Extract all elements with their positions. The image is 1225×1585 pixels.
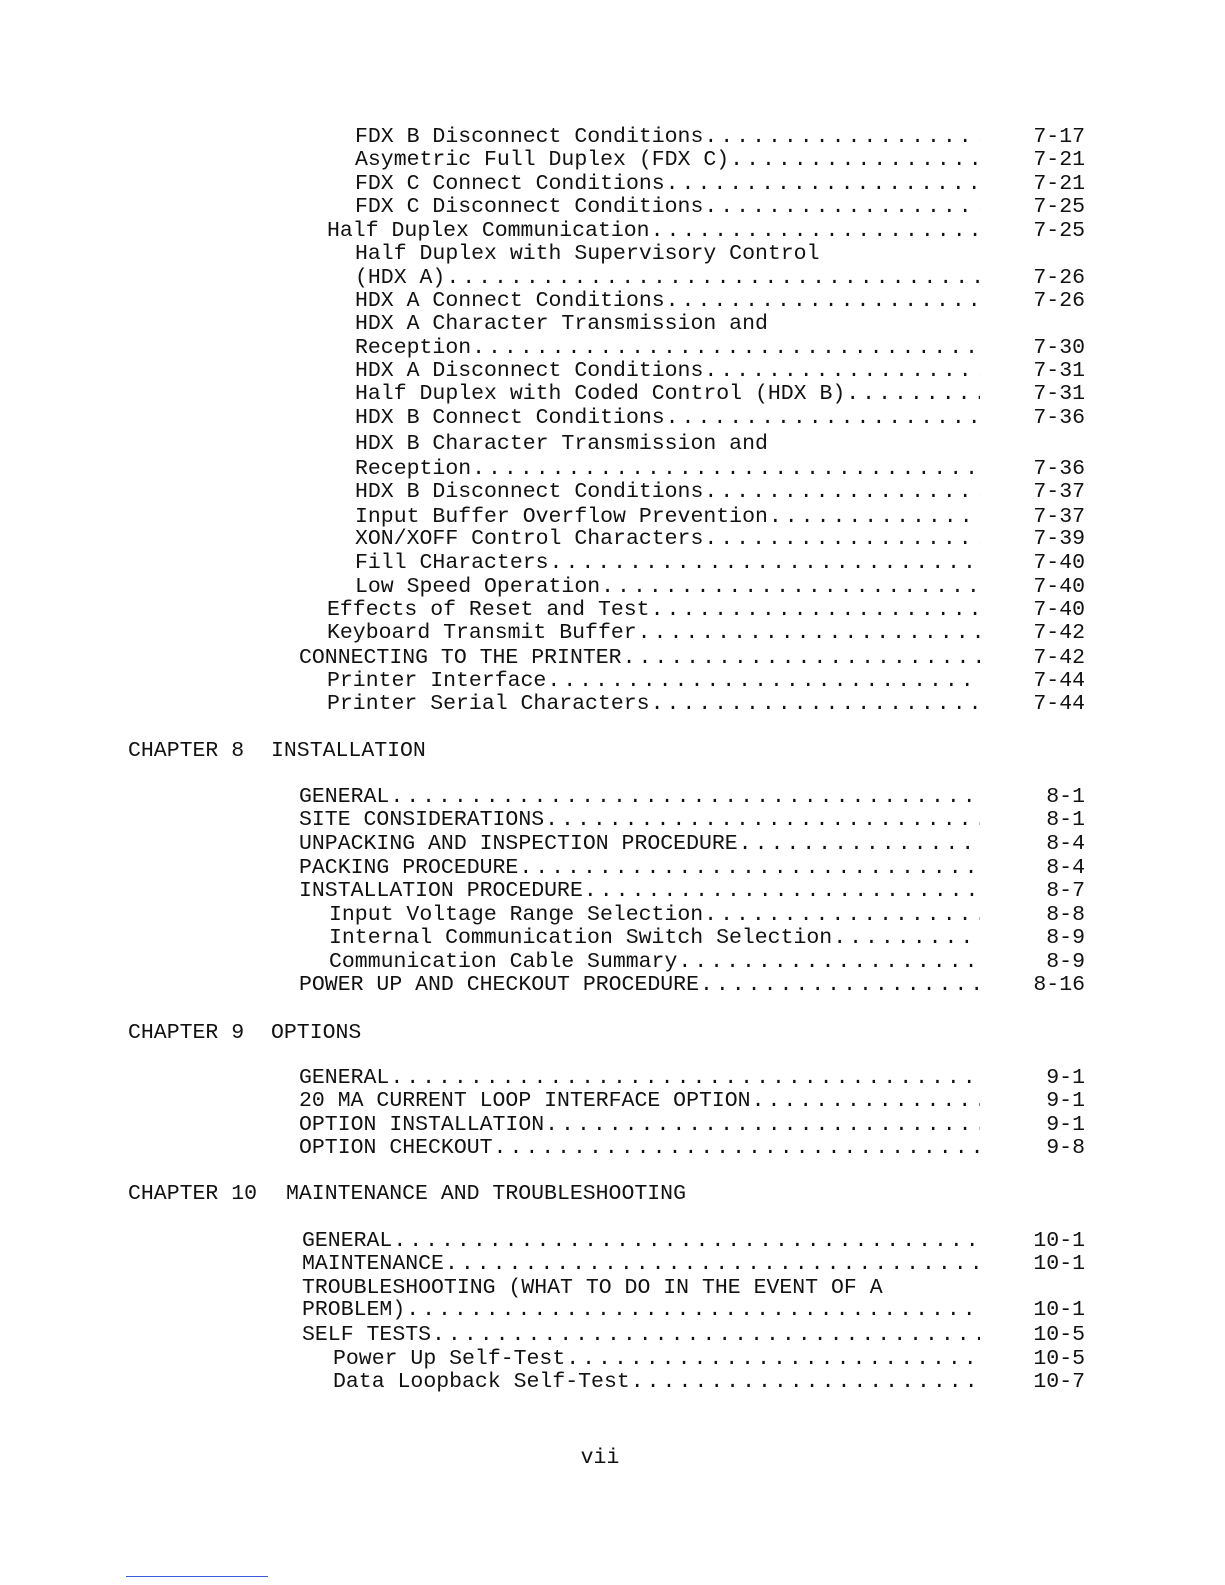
entry-page-number: 7-40 <box>1033 575 1085 599</box>
toc-entry <box>327 598 980 622</box>
chapter-heading <box>128 1182 686 1206</box>
entry-title: MAINTENANCE <box>302 1252 444 1276</box>
entry-title: Low Speed Operation <box>355 575 601 599</box>
entry-title: Effects of Reset and Test <box>327 598 650 622</box>
entry-title: Keyboard Transmit Buffer <box>327 621 637 645</box>
toc-entry <box>329 926 980 950</box>
entry-title: PROBLEM) <box>302 1298 406 1322</box>
entry-title: Printer Interface <box>327 669 547 693</box>
toc-entry <box>299 1113 980 1137</box>
chapter-label: CHAPTER 10 <box>128 1182 258 1206</box>
entry-page-number: 7-40 <box>1033 598 1085 622</box>
page-number-footer: vii <box>580 1446 620 1470</box>
dot-leader <box>494 1136 980 1160</box>
bottom-rule <box>126 1576 268 1577</box>
dot-leader <box>704 527 980 551</box>
toc-entry <box>299 832 980 856</box>
entry-title: UNPACKING AND INSPECTION PROCEDURE <box>299 832 738 856</box>
entry-page-number: 7-30 <box>1033 336 1085 360</box>
toc-entry <box>299 1136 980 1160</box>
dot-leader <box>623 646 980 670</box>
entry-page-number: 10-1 <box>1033 1252 1085 1276</box>
entry-page-number: 7-37 <box>1033 480 1085 504</box>
dot-leader <box>445 1252 980 1276</box>
dot-leader <box>666 406 980 430</box>
dot-leader <box>666 289 980 313</box>
entry-title: INSTALLATION PROCEDURE <box>299 879 583 903</box>
entry-page-number: 7-21 <box>1033 148 1085 172</box>
dot-leader <box>519 856 980 880</box>
toc-entry <box>327 692 980 716</box>
entry-page-number: 10-1 <box>1033 1229 1085 1253</box>
dot-leader <box>601 575 980 599</box>
entry-title: Data Loopback Self-Test <box>333 1370 630 1394</box>
toc-entry-wrap: TROUBLESHOOTING (WHAT TO DO IN THE EVENT OF A <box>302 1276 883 1300</box>
dot-leader <box>678 950 980 974</box>
dot-leader <box>700 973 980 997</box>
toc-entry <box>355 266 980 290</box>
entry-title: Input Buffer Overflow Prevention <box>355 505 768 529</box>
toc-entry <box>327 621 980 645</box>
chapter-heading <box>128 1021 361 1045</box>
entry-title: Reception <box>355 336 472 360</box>
toc-entry <box>299 1066 980 1090</box>
dot-leader <box>550 551 980 575</box>
toc-entry <box>299 1089 980 1113</box>
entry-title: Communication Cable Summary <box>329 950 678 974</box>
toc-entry-wrap: HDX A Character Transmission and <box>355 312 768 336</box>
dot-leader <box>704 125 980 149</box>
entry-title: GENERAL <box>302 1229 393 1253</box>
entry-title: POWER UP AND CHECKOUT PROCEDURE <box>299 973 699 997</box>
entry-page-number: 7-42 <box>1033 621 1085 645</box>
entry-title: Half Duplex with Coded Control (HDX B) <box>355 382 846 406</box>
dot-leader <box>406 1298 980 1322</box>
entry-title: GENERAL <box>299 785 390 809</box>
entry-page-number: 9-1 <box>1046 1113 1085 1137</box>
entry-title: Asymetric Full Duplex (FDX C) <box>355 148 730 172</box>
toc-entry <box>355 457 980 481</box>
toc-entry <box>355 505 980 529</box>
toc-entry <box>299 785 980 809</box>
entry-title: XON/XOFF Control Characters <box>355 527 704 551</box>
entry-title: Input Voltage Range Selection <box>329 903 704 927</box>
entry-page-number: 7-21 <box>1033 172 1085 196</box>
entry-page-number: 8-9 <box>1046 926 1085 950</box>
entry-page-number: 8-16 <box>1033 973 1085 997</box>
dot-leader <box>651 692 980 716</box>
dot-leader <box>704 480 980 504</box>
entry-title: OPTION CHECKOUT <box>299 1136 493 1160</box>
entry-page-number: 7-26 <box>1033 266 1085 290</box>
toc-entry <box>355 382 980 406</box>
toc-entry <box>355 575 980 599</box>
dot-leader <box>651 598 980 622</box>
dot-leader <box>584 879 980 903</box>
toc-entry <box>299 808 980 832</box>
toc-entry <box>329 903 980 927</box>
toc-entry-wrap: HDX B Character Transmission and <box>355 432 768 456</box>
entry-page-number: 8-4 <box>1046 832 1085 856</box>
toc-entry <box>355 527 980 551</box>
dot-leader <box>730 148 980 172</box>
entry-title: FDX C Disconnect Conditions <box>355 195 704 219</box>
entry-page-number: 7-25 <box>1033 219 1085 243</box>
toc-entry <box>299 856 980 880</box>
toc-entry <box>333 1347 980 1371</box>
dot-leader <box>739 832 980 856</box>
dot-leader <box>638 621 980 645</box>
entry-page-number: 10-1 <box>1033 1298 1085 1322</box>
entry-page-number: 9-1 <box>1046 1089 1085 1113</box>
toc-entry <box>355 336 980 360</box>
dot-leader <box>545 1113 980 1137</box>
toc-entry <box>355 148 980 172</box>
entry-page-number: 7-40 <box>1033 551 1085 575</box>
dot-leader <box>704 903 980 927</box>
entry-page-number: 7-17 <box>1033 125 1085 149</box>
dot-leader <box>566 1347 980 1371</box>
entry-page-number: 7-37 <box>1033 505 1085 529</box>
entry-title: GENERAL <box>299 1066 390 1090</box>
entry-page-number: 7-39 <box>1033 527 1085 551</box>
entry-title: (HDX A) <box>355 266 446 290</box>
entry-title: PACKING PROCEDURE <box>299 856 519 880</box>
toc-entry <box>333 1370 980 1394</box>
dot-leader <box>704 195 980 219</box>
entry-title: HDX B Disconnect Conditions <box>355 480 704 504</box>
entry-title: FDX C Connect Conditions <box>355 172 665 196</box>
entry-page-number: 8-9 <box>1046 950 1085 974</box>
dot-leader <box>393 1229 980 1253</box>
toc-entry <box>355 125 980 149</box>
dot-leader <box>472 457 980 481</box>
entry-page-number: 7-42 <box>1033 646 1085 670</box>
chapter-title: MAINTENANCE AND TROUBLESHOOTING <box>286 1182 686 1206</box>
dot-leader <box>547 669 980 693</box>
toc-entry <box>355 172 980 196</box>
entry-title: HDX A Disconnect Conditions <box>355 359 704 383</box>
dot-leader <box>390 785 980 809</box>
toc-entry <box>355 480 980 504</box>
entry-page-number: 8-7 <box>1046 879 1085 903</box>
dot-leader <box>846 382 980 406</box>
entry-page-number: 7-26 <box>1033 289 1085 313</box>
dot-leader <box>545 808 980 832</box>
dot-leader <box>631 1370 980 1394</box>
entry-page-number: 10-7 <box>1033 1370 1085 1394</box>
toc-entry <box>302 1323 980 1347</box>
toc-entry <box>355 195 980 219</box>
entry-page-number: 7-44 <box>1033 669 1085 693</box>
chapter-heading <box>128 739 426 763</box>
entry-page-number: 10-5 <box>1033 1323 1085 1347</box>
toc-entry <box>302 1252 980 1276</box>
entry-title: FDX B Disconnect Conditions <box>355 125 704 149</box>
toc-entry <box>299 879 980 903</box>
toc-entry <box>355 551 980 575</box>
entry-title: Printer Serial Characters <box>327 692 650 716</box>
entry-page-number: 10-5 <box>1033 1347 1085 1371</box>
entry-page-number: 8-1 <box>1046 785 1085 809</box>
entry-title: Half Duplex Communication <box>327 219 650 243</box>
entry-title: CONNECTING TO THE PRINTER <box>299 646 622 670</box>
dot-leader <box>446 266 980 290</box>
chapter-title: OPTIONS <box>271 1021 362 1045</box>
toc-entry <box>302 1298 980 1322</box>
entry-page-number: 7-36 <box>1033 457 1085 481</box>
entry-title: SELF TESTS <box>302 1323 432 1347</box>
toc-entry-wrap: Half Duplex with Supervisory Control <box>355 242 820 266</box>
dot-leader <box>651 219 980 243</box>
entry-page-number: 7-25 <box>1033 195 1085 219</box>
toc-entry <box>327 669 980 693</box>
dot-leader <box>704 359 980 383</box>
entry-page-number: 7-31 <box>1033 382 1085 406</box>
entry-title: HDX A Connect Conditions <box>355 289 665 313</box>
toc-entry <box>329 950 980 974</box>
entry-page-number: 9-1 <box>1046 1066 1085 1090</box>
entry-title: Power Up Self-Test <box>333 1347 566 1371</box>
dot-leader <box>666 172 980 196</box>
chapter-title: INSTALLATION <box>271 739 426 763</box>
entry-page-number: 8-4 <box>1046 856 1085 880</box>
entry-title: Fill CHaracters <box>355 551 549 575</box>
toc-entry <box>355 406 980 430</box>
chapter-label: CHAPTER 9 <box>128 1021 245 1045</box>
toc-entry <box>299 973 980 997</box>
dot-leader <box>432 1323 980 1347</box>
entry-title: Reception <box>355 457 472 481</box>
dot-leader <box>390 1066 980 1090</box>
toc-entry <box>355 289 980 313</box>
entry-page-number: 7-31 <box>1033 359 1085 383</box>
dot-leader <box>752 1089 980 1113</box>
entry-page-number: 7-36 <box>1033 406 1085 430</box>
toc-entry <box>299 646 980 670</box>
entry-page-number: 8-1 <box>1046 808 1085 832</box>
entry-page-number: 7-44 <box>1033 692 1085 716</box>
entry-page-number: 9-8 <box>1046 1136 1085 1160</box>
entry-title: Internal Communication Switch Selection <box>329 926 833 950</box>
toc-entry <box>302 1229 980 1253</box>
entry-page-number: 8-8 <box>1046 903 1085 927</box>
dot-leader <box>769 505 980 529</box>
entry-title: SITE CONSIDERATIONS <box>299 808 545 832</box>
dot-leader <box>472 336 980 360</box>
chapter-label: CHAPTER 8 <box>128 739 245 763</box>
entry-title: OPTION INSTALLATION <box>299 1113 545 1137</box>
toc-entry <box>355 359 980 383</box>
entry-title: HDX B Connect Conditions <box>355 406 665 430</box>
toc-entry <box>327 219 980 243</box>
dot-leader <box>833 926 980 950</box>
entry-title: 20 MA CURRENT LOOP INTERFACE OPTION <box>299 1089 751 1113</box>
